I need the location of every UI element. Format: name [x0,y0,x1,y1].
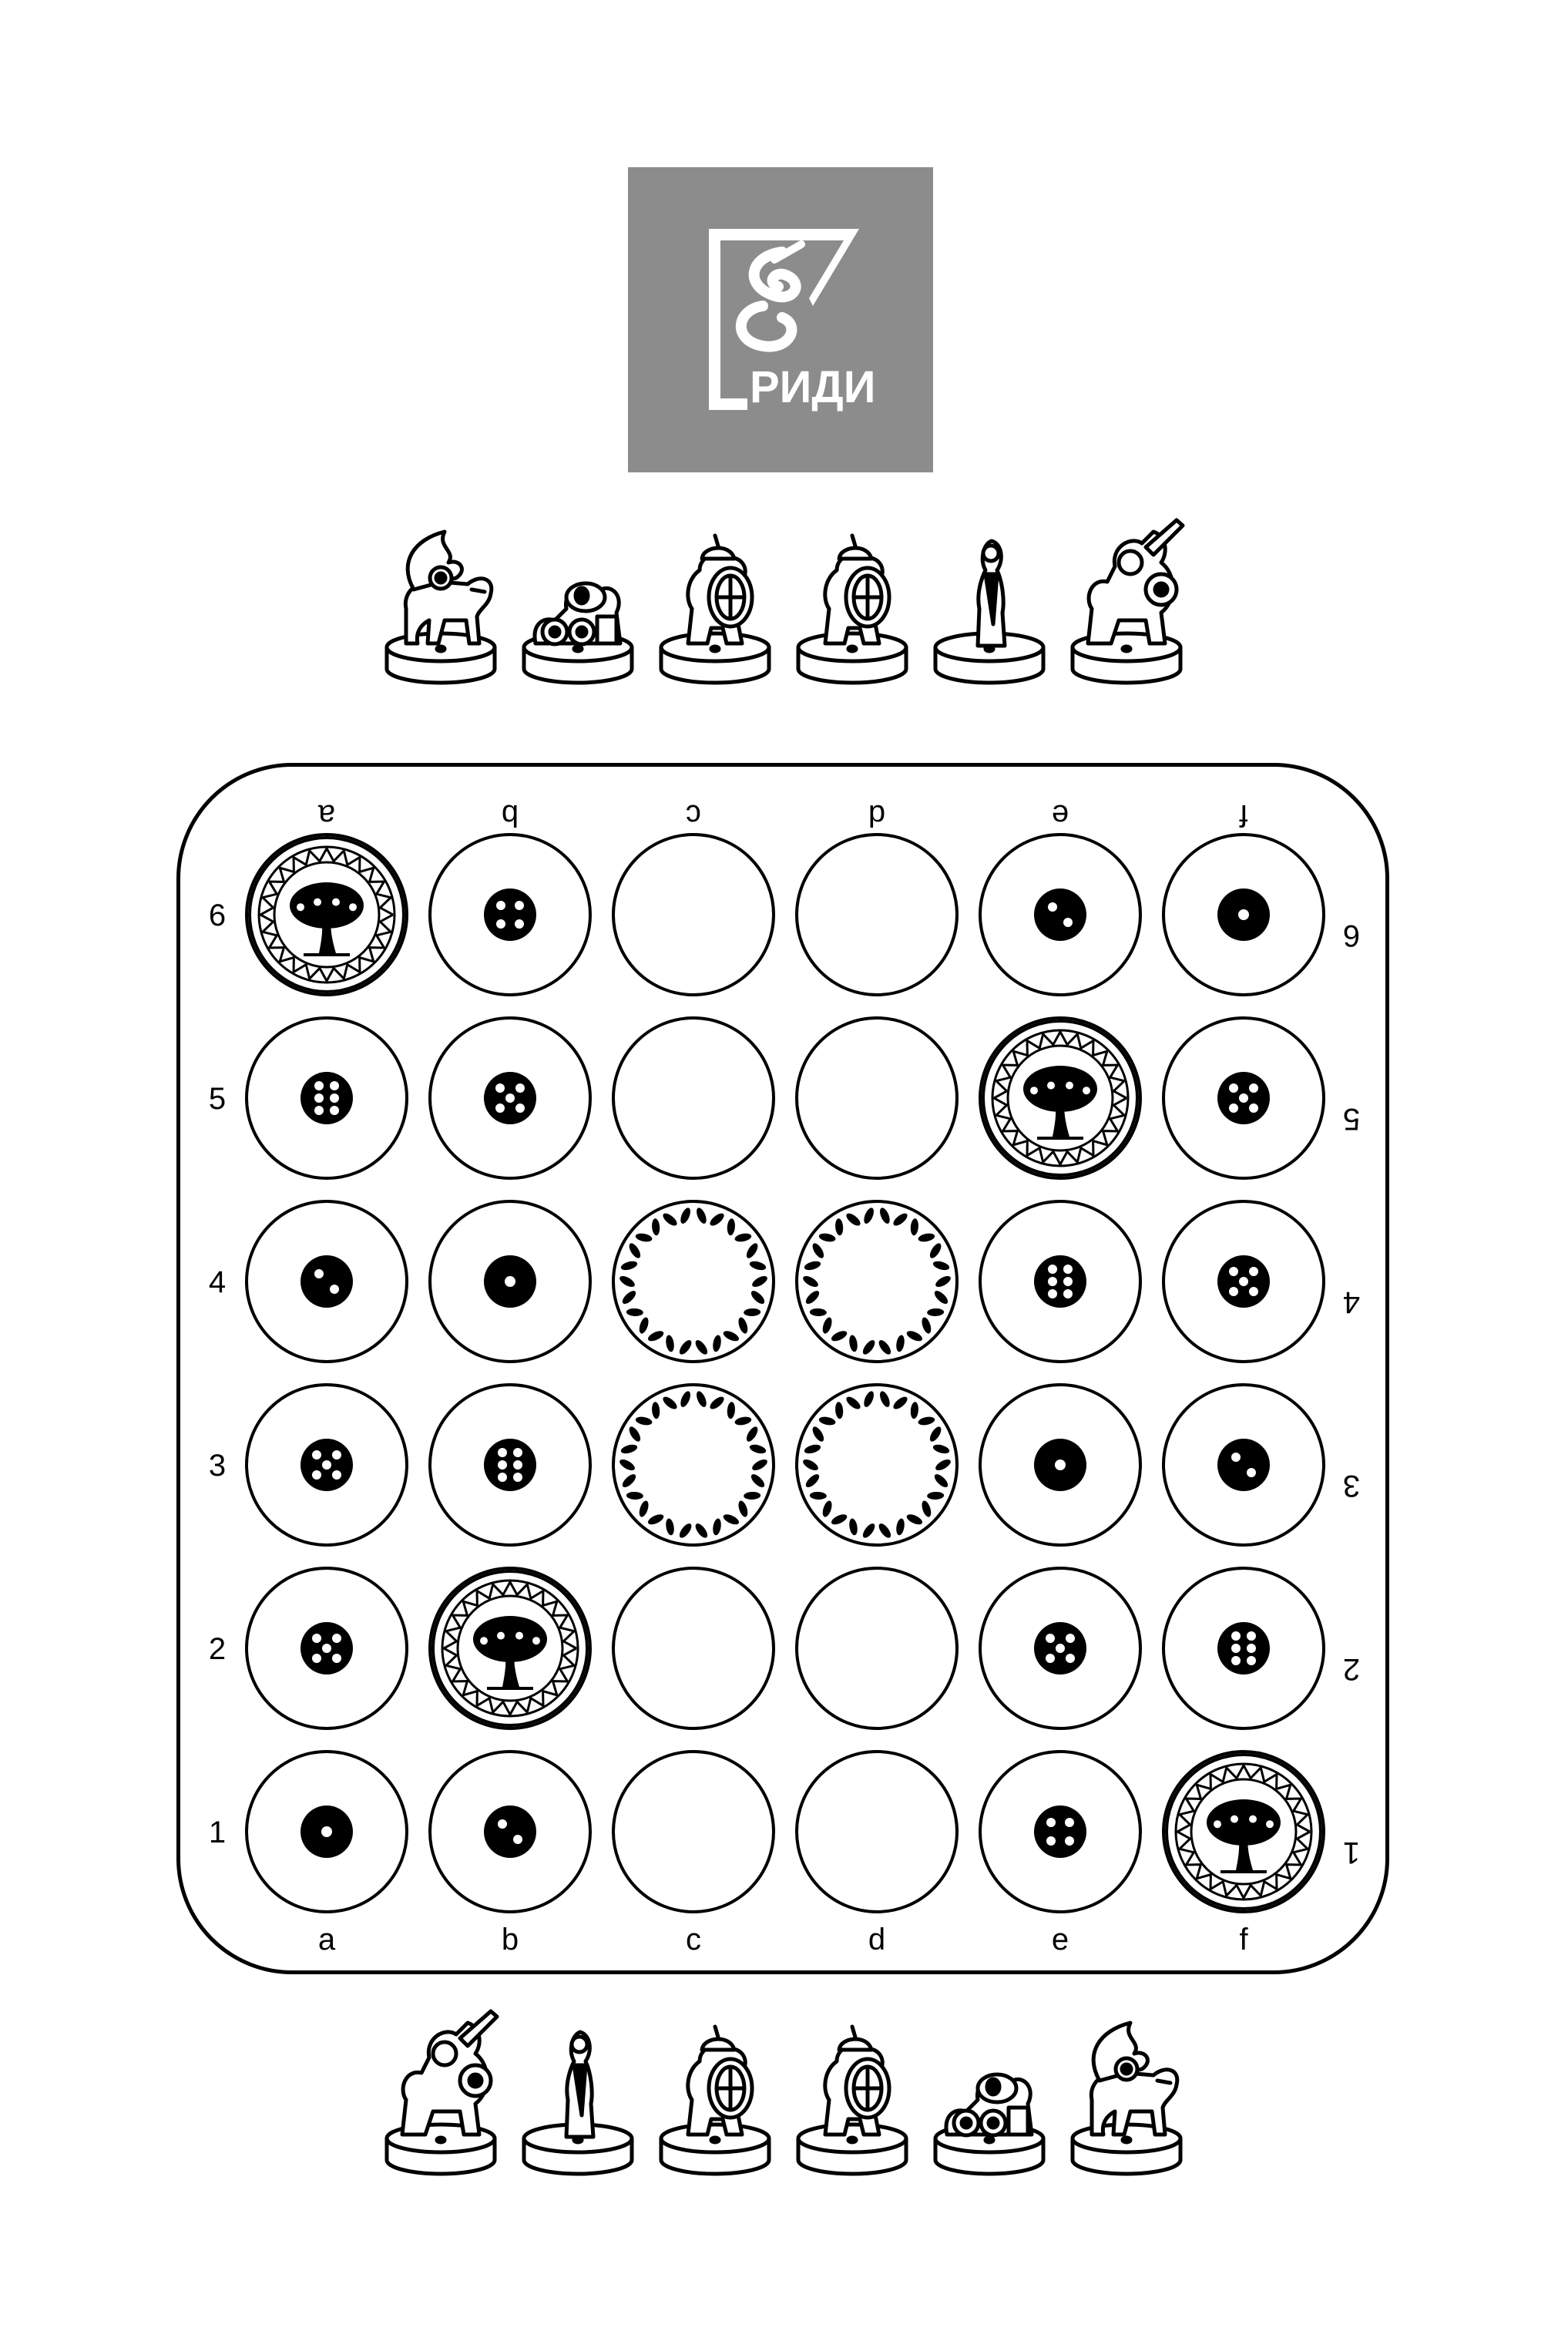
cell-d6[interactable] [797,835,957,995]
shield-warrior-figure-icon [794,516,910,694]
cell-d2[interactable] [797,1568,957,1728]
mounted-knight-figure-icon [1069,516,1184,694]
rank-label-left-6: 6 [208,899,227,932]
cell-f1-tree-token[interactable] [1163,1752,1324,1912]
die-face-2-icon [484,1806,536,1858]
princess-figure-icon [520,2007,636,2185]
top-piece-knight[interactable] [1069,516,1184,694]
cell-c4-laurel-ring[interactable] [613,1201,774,1362]
file-label-bottom-d: d [868,1923,886,1957]
bottom-piece-cannon[interactable] [932,2007,1047,2185]
cell-f3[interactable] [1163,1385,1324,1545]
cell-c6[interactable] [613,835,774,995]
rank-label-left-3: 3 [208,1449,227,1483]
bottom-piece-warrior[interactable] [794,2007,910,2185]
rank-label-left-5: 5 [208,1082,227,1116]
die-face-4-icon [1034,1806,1086,1858]
cell-d5[interactable] [797,1018,957,1178]
cell-a5[interactable] [247,1018,407,1178]
file-label-bottom-b: b [501,1923,519,1957]
siege-cannon-figure-icon [520,516,636,694]
file-label-top-b: b [501,798,519,832]
cell-d1[interactable] [797,1752,957,1912]
bottom-piece-knight[interactable] [383,2007,499,2185]
file-label-top-e: e [1051,798,1069,832]
cell-b6[interactable] [430,835,590,995]
cell-b3[interactable] [430,1385,590,1545]
file-label-bottom-a: a [317,1923,336,1957]
cell-e5-tree-token[interactable] [980,1018,1140,1178]
die-face-6-icon [1034,1255,1086,1308]
file-label-top-d: d [868,798,886,832]
cell-b4[interactable] [430,1201,590,1362]
file-label-top-f: f [1239,798,1248,832]
file-label-bottom-f: f [1239,1923,1248,1957]
cell-b1[interactable] [430,1752,590,1912]
die-face-6-icon [301,1072,353,1124]
cell-a1[interactable] [247,1752,407,1912]
die-face-2-icon [1217,1439,1270,1491]
die-face-6-icon [484,1439,536,1491]
cell-e4[interactable] [980,1201,1140,1362]
cell-e1[interactable] [980,1752,1140,1912]
shield-warrior-figure-icon [794,2007,910,2185]
die-face-6-icon [1217,1622,1270,1675]
rank-label-right-5: 5 [1342,1102,1361,1136]
top-pieces-row [0,516,1568,694]
cell-a6-tree-token[interactable] [247,835,407,995]
cell-d3-laurel-ring[interactable] [797,1385,957,1545]
bottom-pieces-row [0,2007,1568,2185]
file-label-bottom-c: c [686,1923,701,1957]
cell-f4[interactable] [1163,1201,1324,1362]
cell-b2-tree-token[interactable] [430,1568,590,1728]
die-face-2-icon [301,1255,353,1308]
rank-label-right-4: 4 [1342,1285,1361,1319]
winged-beast-figure-icon [1069,2007,1184,2185]
die-face-2-icon [1034,888,1086,941]
top-piece-cannon[interactable] [520,516,636,694]
cell-a2[interactable] [247,1568,407,1728]
logo-wordmark: РИДИ [750,362,876,412]
cell-a4[interactable] [247,1201,407,1362]
cell-a3[interactable] [247,1385,407,1545]
cell-f2[interactable] [1163,1568,1324,1728]
rank-label-left-4: 4 [208,1265,227,1299]
cell-d4-laurel-ring[interactable] [797,1201,957,1362]
gridi-monogram-logo [628,167,933,472]
rank-label-left-2: 2 [208,1632,227,1666]
siege-cannon-figure-icon [932,2007,1047,2185]
board-grid [180,767,1385,1970]
rank-label-left-1: 1 [208,1816,227,1849]
bottom-piece-winged-beast[interactable] [1069,2007,1184,2185]
princess-figure-icon [932,516,1047,694]
cell-f5[interactable] [1163,1018,1324,1178]
cell-f6[interactable] [1163,835,1324,995]
file-label-top-a: a [317,798,336,832]
cell-c2[interactable] [613,1568,774,1728]
top-piece-warrior[interactable] [794,516,910,694]
rank-label-right-2: 2 [1342,1652,1361,1686]
bottom-piece-princess[interactable] [520,2007,636,2185]
mounted-knight-figure-icon [383,2007,499,2185]
winged-beast-figure-icon [383,516,499,694]
top-piece-warrior[interactable] [657,516,773,694]
file-label-top-c: c [686,798,701,832]
cell-c1[interactable] [613,1752,774,1912]
cell-e3[interactable] [980,1385,1140,1545]
cell-b5[interactable] [430,1018,590,1178]
shield-warrior-figure-icon [657,2007,773,2185]
game-board [176,763,1389,1974]
cell-e2[interactable] [980,1568,1140,1728]
cell-c5[interactable] [613,1018,774,1178]
shield-warrior-figure-icon [657,516,773,694]
gridi-logo [628,167,933,472]
cell-c3-laurel-ring[interactable] [613,1385,774,1545]
die-face-4-icon [484,888,536,941]
cell-e6[interactable] [980,835,1140,995]
rank-label-right-3: 3 [1342,1469,1361,1503]
bottom-piece-warrior[interactable] [657,2007,773,2185]
rank-label-right-6: 6 [1342,919,1361,952]
top-piece-princess[interactable] [932,516,1047,694]
file-label-bottom-e: e [1051,1923,1069,1957]
top-piece-winged-beast[interactable] [383,516,499,694]
rank-label-right-1: 1 [1342,1836,1361,1869]
